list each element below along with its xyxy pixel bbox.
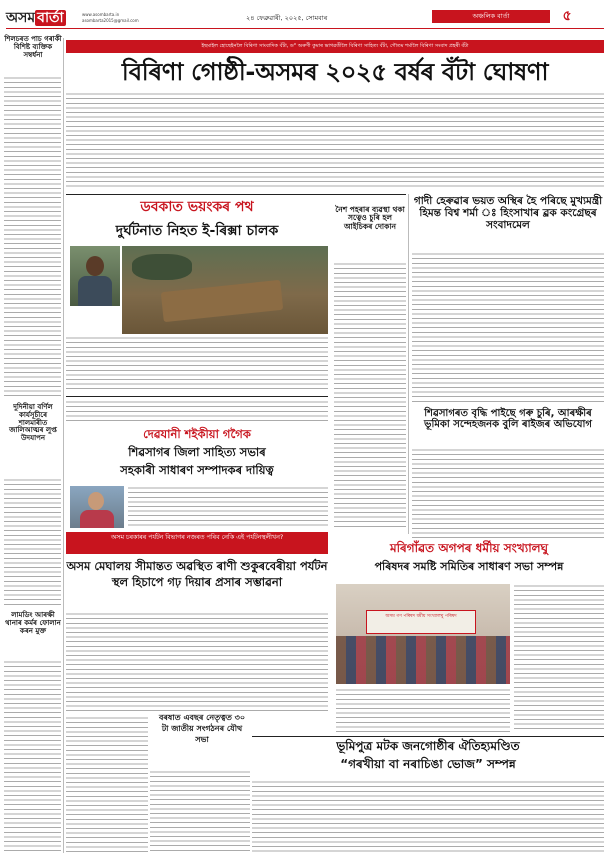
meeting-banner — [366, 610, 476, 634]
story3-title: নৈশ পহৰাৰ ব্যৱস্থা থকা সত্বেও চুৰি হল আইচিকৰ দোকান — [335, 205, 405, 231]
portrait-photo — [70, 246, 120, 306]
left-headline-2: দুদিনীয়া বৰ্ণিল কাৰ্যসূচীৰে শালমাৰীত জালিআত্মৰ লুপ্ত উদযাপন — [9, 403, 57, 443]
masthead-email[interactable]: asombarta2015@gmail.com — [82, 18, 139, 23]
story6-body — [128, 486, 328, 528]
woman-portrait-photo — [70, 486, 124, 528]
story10-body — [252, 780, 604, 854]
story10-title-a: ভূমিপুত্ৰ মটক জনগোষ্ঠীৰ ঐতিহ্যমণ্ডিত — [336, 739, 520, 753]
rule — [66, 396, 328, 397]
rule — [66, 194, 406, 195]
story5-title: শিৱসাগৰত বৃদ্ধি পাইছে গৰু চুৰি, আৰক্ষীৰ ভূমিকা সন্দেহজনক বুলি ৰাইজৰ অভিযোগ — [424, 408, 592, 431]
column-rule — [63, 38, 64, 853]
accident-scene-photo — [122, 246, 328, 334]
masthead-logo — [6, 10, 66, 26]
story7-body — [514, 584, 604, 730]
story8-body — [66, 612, 328, 712]
ticker-bar: ইছমাইল হোছেইনলৈ বিৰিণা সাংবাদিক বঁটা, ড° অৰুণী কুমাৰ ভাগৱতীলৈ বিৰিণা সাহিত্য বঁটা, গৌতম শৰ্মালৈ বিৰিণা সংবাদ প্ৰহৰী বঁটা — [66, 40, 604, 53]
lead-body — [66, 92, 604, 190]
story7-title-b: পৰিষদৰ সমষ্টি সমিতিৰ সাধাৰণ সভা সম্পন্ন — [374, 560, 564, 573]
story6-title-c: সহকাৰী সাধাৰণ সম্পাদকৰ দায়িত্ব — [120, 463, 274, 477]
masthead-section-tag: অঞ্চলিক বাৰ্তা — [432, 10, 550, 23]
story7-title-a: মৰিগাঁৱত অগপৰ ধৰ্মীয় সংখ্যালঘু — [389, 541, 549, 555]
story8-title: অসম মেঘালয় সীমান্তত অৱস্থিত ৰাণী শুকুৰবেৰীয়া পৰ্যটন স্থল হিচাপে গঢ় দিয়াৰ প্ৰসাৰ সম্ভাৱনা — [66, 559, 328, 589]
meeting-banner-text: অসম গণ পৰিষদ ধৰ্মীয় সংখ্যালঘু পৰিষদ — [385, 614, 457, 619]
story8-body-2 — [66, 716, 148, 854]
story6-intro — [66, 400, 328, 424]
page-number: ৫ — [562, 8, 572, 24]
story6-title-b: শিৱসাগৰ জিলা সাহিত্য সভাৰ — [128, 445, 266, 459]
left-body-1 — [4, 76, 61, 396]
story4-title: গাদী হেৰুৱাৰ ভয়ত অস্থিৰ হৈ পৰিছে মুখ্যমন্ত্ৰী হিমন্ত বিশ্ব শৰ্মা ঃ হিংসাখাৰ ৱ্ৰক কংগ্ৰেছৰ সংবাদমেল — [413, 195, 603, 231]
masthead — [0, 0, 610, 30]
left-headline-1: শিলচৰত পাচ গৰাকী বিশিষ্ট ব্যক্তিক সম্বৰ্ধনা — [4, 35, 62, 59]
logo-part-b: বাৰ্তা — [37, 10, 64, 26]
story2-title: দুৰ্ঘটনাত নিহত ই-ৰিক্সা চালক — [115, 223, 279, 239]
story9-title: বৰষাত এবছৰ নেতৃত্বত ৩০ টা জাতীয় সংগঠনৰ যৌথ সভা — [158, 713, 246, 744]
masthead-rule — [6, 28, 604, 29]
rule — [252, 736, 604, 737]
story10-title-b: “গৰখীয়া বা নৰাচিঙা ভোজ” সম্পন্ন — [340, 757, 516, 771]
left-body-3 — [4, 660, 61, 855]
rule — [408, 194, 409, 534]
tourism-question-banner: অসম চৰকাৰৰ পৰ্যটন বিভাগৰ নজৰত পৰিব নেকি এই পৰ্যটনস্থলীখন? — [66, 532, 328, 554]
logo-part-a: অসম — [6, 10, 36, 26]
left-body-2 — [4, 478, 61, 608]
masthead-date: ২৪ ফেব্ৰুৱাৰী, ২০২৫, সোমবাৰ — [246, 14, 328, 22]
meeting-group-photo — [336, 584, 510, 684]
story4-body — [412, 252, 604, 402]
story9-body — [150, 770, 250, 854]
story3-body — [334, 262, 406, 530]
left-headline-3: লামডিং আৰক্ষী থানাৰ কৰ্মৰ ফোলান কৰন মুক্ত — [5, 611, 61, 635]
lead-headline: বিৰিণা গোষ্ঠী-অসমৰ ২০২৫ বৰ্ষৰ বঁটা ঘোষণা — [121, 58, 549, 86]
story2-kicker: ডবকাত ভয়ংকৰ পথ — [140, 199, 254, 215]
masthead-web[interactable]: www.asombarta.in — [82, 12, 120, 17]
story6-title-a: দেৱযানী শইকীয়া গগৈক — [143, 427, 251, 441]
story7-body-2 — [336, 688, 510, 732]
story5-body — [412, 448, 604, 540]
story2-body — [66, 336, 328, 392]
